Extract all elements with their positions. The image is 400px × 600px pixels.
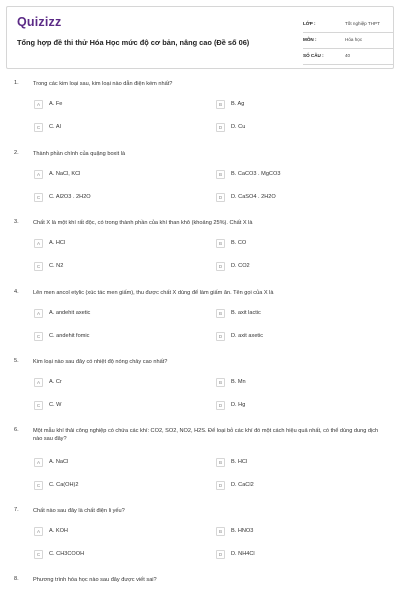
option-b[interactable]: [216, 239, 366, 249]
option-letter-badge: D: [216, 481, 225, 490]
option-text: C. andehit fomic: [49, 333, 90, 339]
option-d[interactable]: [216, 401, 366, 411]
option-c[interactable]: [34, 193, 184, 203]
option-text: B. axit lactic: [231, 310, 261, 316]
meta-row-class: [303, 18, 393, 33]
option-text: D. CO2: [231, 263, 250, 269]
option-text: D. CaSO4 . 2H2O: [231, 194, 276, 200]
option-c[interactable]: [34, 262, 184, 272]
worksheet-header: [6, 6, 394, 69]
option-text: A. Cr: [49, 379, 62, 385]
question-text: Chất nào sau đây là chất điện li yếu?: [33, 508, 125, 514]
option-text: B. Ag: [231, 101, 245, 107]
option-text: B. CaCO3 . MgCO3: [231, 171, 281, 177]
question-number: 1.: [14, 80, 19, 86]
question-number: 8.: [14, 576, 19, 582]
meta-value: 40: [345, 53, 351, 58]
option-b[interactable]: [216, 170, 366, 180]
question-number: 7.: [14, 507, 19, 513]
option-c[interactable]: [34, 550, 184, 560]
option-a[interactable]: [34, 527, 184, 537]
option-c[interactable]: [34, 123, 184, 133]
option-a[interactable]: [34, 239, 184, 249]
quizizz-logo: Quizizz: [17, 15, 62, 29]
option-c[interactable]: [34, 332, 184, 342]
option-text: B. HCl: [231, 459, 248, 465]
option-letter-badge: C: [34, 332, 43, 341]
option-letter-badge: D: [216, 550, 225, 559]
option-letter-badge: A: [34, 309, 43, 318]
option-letter-badge: A: [34, 458, 43, 467]
question-text: Lên men ancol etylic (xúc tác men giấm), thu được chất X dùng để làm giấm ăn. Tên gọi của X là: [33, 290, 274, 296]
question-number: 5.: [14, 358, 19, 364]
option-text: D. Hg: [231, 402, 246, 408]
option-letter-badge: A: [34, 527, 43, 536]
option-a[interactable]: [34, 170, 184, 180]
meta-key: LỚP :: [303, 21, 316, 26]
question-text: Kim loại nào sau đây có nhiệt độ nóng chảy cao nhất?: [33, 359, 168, 365]
option-letter-badge: C: [34, 193, 43, 202]
worksheet-meta: [303, 18, 393, 66]
option-letter-badge: B: [216, 239, 225, 248]
option-letter-badge: D: [216, 401, 225, 410]
option-letter-badge: A: [34, 100, 43, 109]
question-number: 3.: [14, 219, 19, 225]
option-b[interactable]: [216, 309, 366, 319]
option-letter-badge: C: [34, 123, 43, 132]
option-a[interactable]: [34, 458, 184, 468]
option-text: A. NaCl, KCl: [49, 171, 81, 177]
option-a[interactable]: [34, 100, 184, 110]
option-text: B. HNO3: [231, 528, 254, 534]
meta-key: SỐ CÂU :: [303, 53, 324, 58]
option-d[interactable]: [216, 550, 366, 560]
option-d[interactable]: [216, 481, 366, 491]
meta-key: MÔN :: [303, 37, 317, 42]
question-text: Trong các kim loại sau, kim loại nào dẫn điện kém nhất?: [33, 81, 173, 87]
question-text: Một mẫu khí thải công nghiệp có chứa các khí: CO2, SO2, NO2, H2S. Để loại bỏ các khí đó một cách hiệu quả nhất, có thể dùng dung dịch nào sau đây?: [33, 428, 379, 443]
meta-value: Hóa học: [345, 37, 363, 42]
option-text: C. Al: [49, 124, 61, 130]
option-b[interactable]: [216, 527, 366, 537]
option-c[interactable]: [34, 481, 184, 491]
option-letter-badge: C: [34, 262, 43, 271]
option-letter-badge: C: [34, 401, 43, 410]
option-d[interactable]: [216, 332, 366, 342]
option-b[interactable]: [216, 100, 366, 110]
option-text: C. Ca(OH)2: [49, 482, 79, 488]
option-text: D. NH4Cl: [231, 551, 255, 557]
option-letter-badge: D: [216, 332, 225, 341]
option-letter-badge: A: [34, 239, 43, 248]
option-letter-badge: D: [216, 262, 225, 271]
question-number: 2.: [14, 150, 19, 156]
option-b[interactable]: [216, 378, 366, 388]
option-letter-badge: A: [34, 378, 43, 387]
option-d[interactable]: [216, 262, 366, 272]
option-letter-badge: D: [216, 123, 225, 132]
option-letter-badge: B: [216, 170, 225, 179]
meta-row-count: [303, 50, 393, 65]
option-text: D. axit axetic: [231, 333, 264, 339]
question-text: Phương trình hóa học nào sau đây được viết sai?: [33, 577, 157, 583]
option-text: D. CaCl2: [231, 482, 254, 488]
option-c[interactable]: [34, 401, 184, 411]
option-text: B. Mn: [231, 379, 246, 385]
option-text: B. CO: [231, 240, 247, 246]
option-letter-badge: B: [216, 458, 225, 467]
option-letter-badge: B: [216, 309, 225, 318]
option-letter-badge: D: [216, 193, 225, 202]
worksheet-title: Tổng hợp đề thi thử Hóa Học mức độ cơ bản, nâng cao (Đề số 06): [17, 38, 250, 47]
option-text: C. W: [49, 402, 62, 408]
option-a[interactable]: [34, 378, 184, 388]
option-text: C. Al2O3 . 2H2O: [49, 194, 91, 200]
option-letter-badge: B: [216, 378, 225, 387]
option-letter-badge: A: [34, 170, 43, 179]
option-a[interactable]: [34, 309, 184, 319]
option-text: C. CH3COOH: [49, 551, 85, 557]
option-letter-badge: B: [216, 100, 225, 109]
option-b[interactable]: [216, 458, 366, 468]
option-letter-badge: B: [216, 527, 225, 536]
option-d[interactable]: [216, 193, 366, 203]
option-text: A. Fe: [49, 101, 63, 107]
option-text: D. Cu: [231, 124, 246, 130]
meta-value: Tốt nghiệp THPT: [345, 21, 380, 26]
question-text: Thành phần chính của quặng boxit là: [33, 151, 126, 157]
option-text: A. NaCl: [49, 459, 69, 465]
option-text: A. andehit axetic: [49, 310, 91, 316]
question-number: 4.: [14, 289, 19, 295]
question-number: 6.: [14, 427, 19, 433]
option-letter-badge: C: [34, 481, 43, 490]
option-d[interactable]: [216, 123, 366, 133]
option-text: A. HCl: [49, 240, 66, 246]
meta-row-subject: [303, 34, 393, 49]
question-text: Chất X là một khí rất độc, có trong thành phần của khí than khô (khoảng 25%). Chất X là: [33, 220, 253, 226]
option-letter-badge: C: [34, 550, 43, 559]
option-text: C. N2: [49, 263, 64, 269]
option-text: A. KOH: [49, 528, 68, 534]
